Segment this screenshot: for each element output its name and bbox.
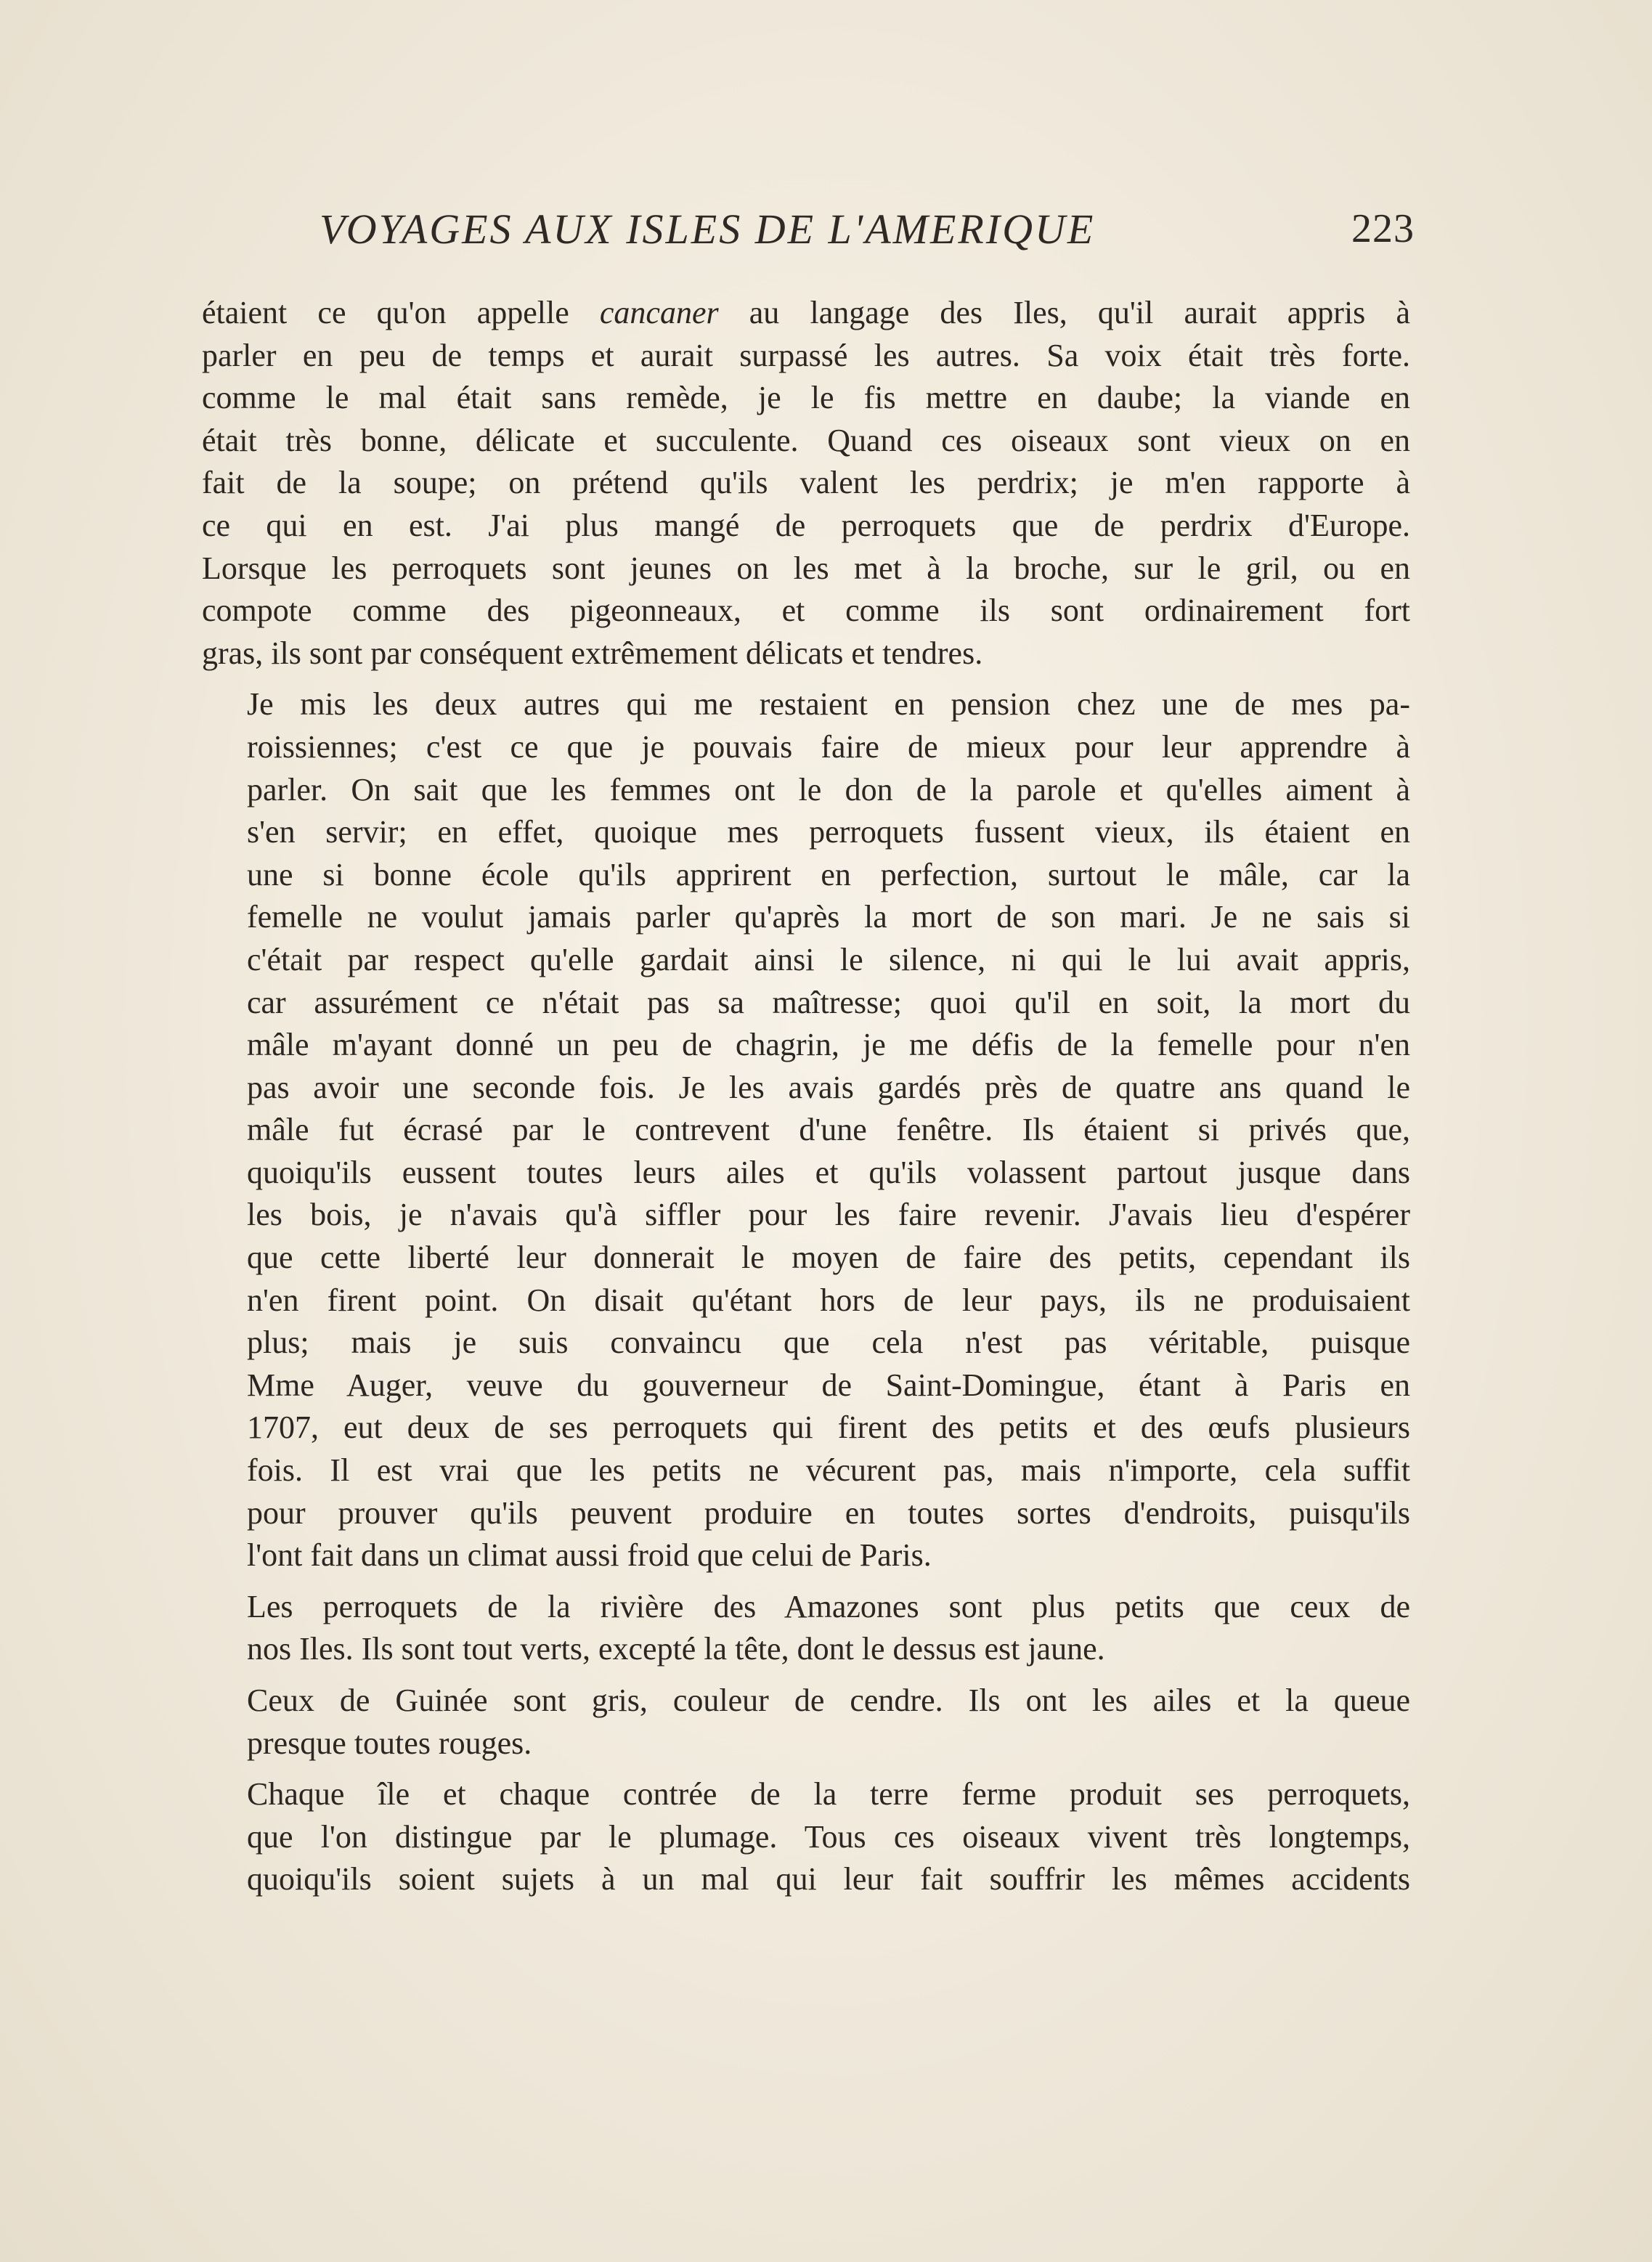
text-line: Ceux de Guinée sont gris, couleur de cendre. Ils ont les ailes et la queue — [247, 1683, 1410, 1718]
text-line: que l'on distingue par le plumage. Tous ces oiseaux vivent très longtemps, — [247, 1818, 1410, 1855]
text-line: c'était par respect qu'elle gardait ainsi le silence, ni qui le lui avait appris, — [247, 941, 1410, 977]
text-line: 1707, eut deux de ses perroquets qui firent des petits et des œufs plusieurs — [247, 1409, 1410, 1446]
body-text — [202, 292, 1410, 1910]
paragraph — [202, 1773, 1410, 1901]
text-line: Chaque île et chaque contrée de la terre ferme produit ses perroquets, — [247, 1776, 1410, 1813]
paragraph — [202, 292, 1410, 675]
text-line: Mme Auger, veuve du gouverneur de Saint-Domingue, étant à Paris en — [247, 1367, 1410, 1403]
text-line: quoiqu'ils soient sujets à un mal qui leur fait souffrir les mêmes accidents — [247, 1861, 1410, 1897]
paragraph — [202, 683, 1410, 1577]
text-line: Je mis les deux autres qui me restaient en pension chez une de mes pa- — [247, 686, 1410, 723]
text-line: mâle fut écrasé par le contrevent d'une fenêtre. Ils étaient si privés que, — [247, 1112, 1410, 1148]
text-line: fait de la soupe; on prétend qu'ils valent les perdrix; je m'en rapporte à — [202, 465, 1410, 501]
text-line: parler. On sait que les femmes ont le don de la parole et qu'elles aiment à — [247, 771, 1410, 807]
text-line: fois. Il est vrai que les petits ne vécurent pas, mais n'importe, cela suffit — [247, 1452, 1410, 1489]
text-line: l'ont fait dans un climat aussi froid que celui de Paris. — [247, 1537, 932, 1574]
text-line: étaient ce qu'on appelle cancaner au langage des Iles, qu'il aurait appris à — [202, 295, 1410, 330]
text-line: mâle m'ayant donné un peu de chagrin, je me défis de la femelle pour n'en — [247, 1027, 1410, 1063]
text-line: ce qui en est. J'ai plus mangé de perroquets que de perdrix d'Europe. — [202, 507, 1410, 543]
text-line: était très bonne, délicate et succulente. Quand ces oiseaux sont vieux on en — [202, 422, 1410, 458]
text-line: n'en firent point. On disait qu'étant hors de leur pays, ils ne produisaient — [247, 1282, 1410, 1318]
text-line: comme le mal était sans remède, je le fis mettre en daube; la viande en — [202, 380, 1410, 416]
italic-term: cancaner — [599, 295, 719, 330]
text-line: roissiennes; c'est ce que je pouvais faire de mieux pour leur apprendre à — [247, 728, 1410, 765]
text-line: parler en peu de temps et aurait surpassé les autres. Sa voix était très forte. — [202, 337, 1410, 373]
paragraph — [202, 1680, 1410, 1765]
text-line: Lorsque les perroquets sont jeunes on les met à la broche, sur le gril, ou en — [202, 550, 1410, 586]
text-line: compote comme des pigeonneaux, et comme ils sont ordinairement fort — [202, 593, 1410, 629]
text-line: gras, ils sont par conséquent extrêmement délicats et tendres. — [202, 635, 983, 671]
running-head — [320, 196, 1415, 261]
text-line: Les perroquets de la rivière des Amazones sont plus petits que ceux de — [247, 1588, 1410, 1624]
text-line: s'en servir; en effet, quoique mes perroquets fussent vieux, ils étaient en — [247, 814, 1410, 850]
paragraph — [202, 1586, 1410, 1671]
text-line: car assurément ce n'était pas sa maîtresse; quoi qu'il en soit, la mort du — [247, 984, 1410, 1020]
text-line: femelle ne voulut jamais parler qu'après la mort de son mari. Je ne sais si — [247, 899, 1410, 935]
text-line: nos Iles. Ils sont tout verts, excepté la tête, dont le dessus est jaune. — [247, 1631, 1105, 1667]
running-title: VOYAGES AUX ISLES DE L'AMERIQUE — [320, 205, 1096, 253]
text-line: plus; mais je suis convaincu que cela n'est pas véritable, puisque — [247, 1325, 1410, 1361]
text-line: pas avoir une seconde fois. Je les avais gardés près de quatre ans quand le — [247, 1069, 1410, 1105]
page-number: 223 — [1351, 206, 1415, 251]
text-line: pour prouver qu'ils peuvent produire en toutes sortes d'endroits, puisqu'ils — [247, 1494, 1410, 1531]
text-line: les bois, je n'avais qu'à siffler pour les faire revenir. J'avais lieu d'espérer — [247, 1197, 1410, 1233]
text-line: quoiqu'ils eussent toutes leurs ailes et qu'ils volassent partout jusque dans — [247, 1154, 1410, 1190]
text-line: une si bonne école qu'ils apprirent en perfection, surtout le mâle, car la — [247, 856, 1410, 892]
text-line: presque toutes rouges. — [247, 1725, 532, 1761]
text-line: que cette liberté leur donnerait le moyen de faire des petits, cependant ils — [247, 1240, 1410, 1276]
